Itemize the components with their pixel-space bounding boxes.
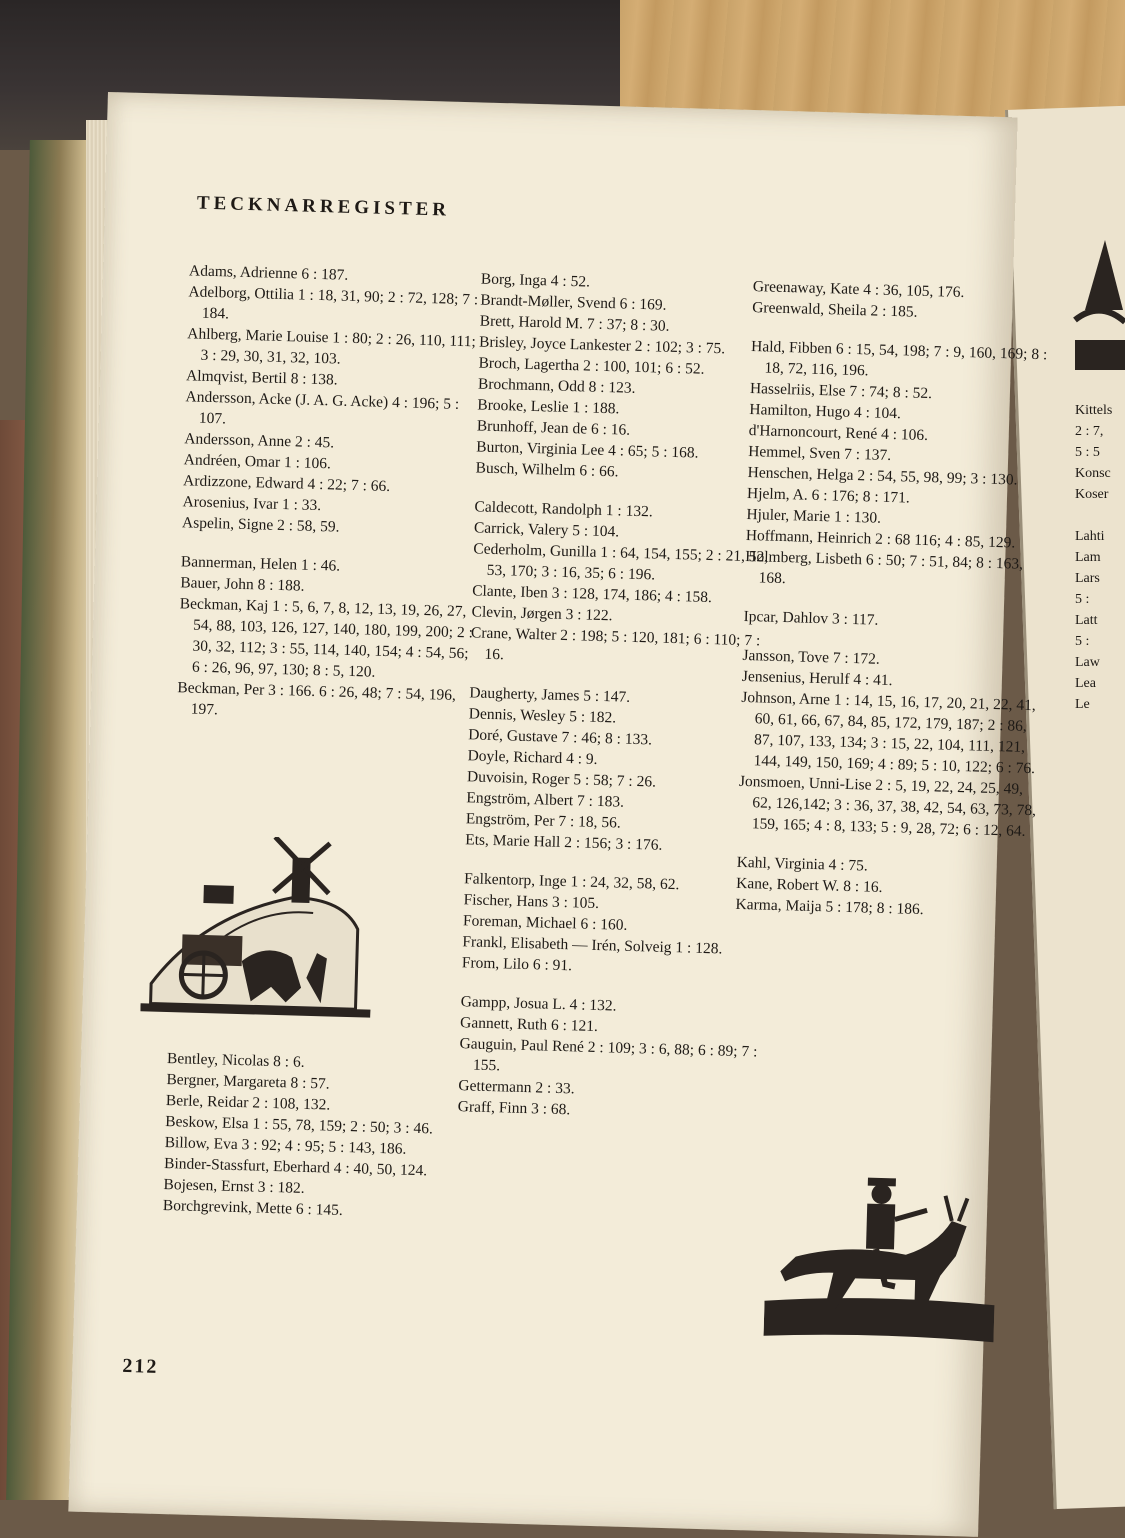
index-entry: Aspelin, Signe 2 : 58, 59. [181,514,340,536]
facing-page-fragment: Koser [1075,487,1109,502]
index-entry: Jensenius, Herulf 4 : 41. [741,667,893,690]
index-entry: Greenwald, Sheila 2 : 185. [751,299,918,321]
facing-page-fragment: 5 : [1075,592,1090,607]
index-entry: Brandt-Møller, Svend 6 : 169. [480,291,667,314]
index-entry: Crane, Walter 2 : 198; 5 : 120, 181; 6 : 110; 7 : 16. [470,624,761,664]
index-entry: Bergner, Margareta 8 : 57. [166,1071,330,1093]
index-entry: Brunhoff, Jean de 6 : 16. [476,417,631,439]
index-entry: Bojesen, Ernst 3 : 182. [163,1175,305,1197]
index-entry: Gauguin, Paul René 2 : 109; 3 : 6, 88; 6 : 89; 7 : 155. [459,1035,758,1075]
index-column-3 [735,276,1053,923]
index-entry: Brisley, Joyce Lankester 2 : 102; 3 : 75. [478,333,726,358]
index-entry: Johnson, Arne 1 : 14, 15, 16, 17, 20, 21, 22, 41, 60, 61, 66, 67, 84, 85, 172, 179, 187; 2 : 86, 87, 107, 133, 134; 3 : 15, 22, 104, 111, 121, 144, 149, 150, 169; 4 : 89; 5 : 10, 122; 6 : 76. [741,688,1036,778]
facing-page-fragment: Lahti [1075,529,1105,544]
index-page [68,92,1048,1537]
index-entry: Ahlberg, Marie Louise 1 : 80; 2 : 26, 110, 111; 3 : 29, 30, 31, 32, 103. [187,325,476,368]
index-entry: Holmberg, Lisbeth 6 : 50; 7 : 51, 84; 8 : 163, 168. [745,547,1024,588]
index-entry: Berle, Reidar 2 : 108, 132. [165,1092,331,1114]
index-entry: Daugherty, James 5 : 147. [469,684,631,706]
facing-page-fragment: 5 : 5 [1075,445,1100,460]
facing-page-fragment: Kittels [1075,403,1113,418]
index-entry: Andréen, Omar 1 : 106. [183,451,332,473]
index-entry: Andersson, Acke (J. A. G. Acke) 4 : 196; 5 : 107. [185,388,460,428]
index-entry: d'Harnoncourt, René 4 : 106. [748,422,929,445]
index-entry: Almqvist, Bertil 8 : 138. [185,367,338,389]
index-entry: Hjelm, A. 6 : 176; 8 : 171. [746,485,910,507]
index-entry: Bauer, John 8 : 188. [180,574,305,595]
windmill-cart-woodcut [140,833,375,1019]
index-entry: Beckman, Kaj 1 : 5, 6, 7, 8, 12, 13, 19, 26, 27, 54, 88, 103, 126, 127, 140, 180, 199, 200; 2 : 30, 32, 112; 3 : 55, 114, 140, 154; 4 : 54, 56; 6 : 26, 96, 97, 130; 8 : 5, 120. [179,595,474,681]
index-entry: Kahl, Virginia 4 : 75. [736,853,869,875]
index-entry: Hoffmann, Heinrich 2 : 68 116; 4 : 85, 129. [745,526,1016,552]
index-entry: Borchgrevink, Mette 6 : 145. [162,1196,344,1219]
index-entry: Clante, Iben 3 : 128, 174, 186; 4 : 158. [471,582,713,607]
facing-page-fragment [1075,505,1112,526]
index-entry: Burton, Virginia Lee 4 : 65; 5 : 168. [475,438,699,462]
index-entry: Carrick, Valery 5 : 104. [473,519,620,541]
index-entry: Busch, Wilhelm 6 : 66. [475,459,619,481]
index-entry: Hald, Fibben 6 : 15, 54, 198; 7 : 9, 160, 169; 8 : 18, 72, 116, 196. [750,338,1048,380]
index-entry: Borg, Inga 4 : 52. [480,270,591,291]
facing-page-fragment: Law [1075,655,1100,670]
index-column-1-bottom [163,1048,468,1224]
index-entry: Beckman, Per 3 : 166. 6 : 26, 48; 7 : 54, 196, 197. [177,679,457,719]
index-entry: Ets, Marie Hall 2 : 156; 3 : 176. [465,831,663,854]
index-column-2 [458,268,782,1125]
index-entry: Binder-Stassfurt, Eberhard 4 : 40, 50, 124. [163,1154,428,1180]
facing-page-woodcut [1065,230,1125,380]
index-entry: Gettermann 2 : 33. [458,1077,575,1098]
facing-page-fragment: Lars [1075,571,1100,586]
index-entry: Falkentorp, Inge 1 : 24, 32, 58, 62. [463,870,680,894]
index-entry: Frankl, Elisabeth — Irén, Solveig 1 : 128. [462,933,723,958]
index-entry: Greenaway, Kate 4 : 36, 105, 176. [752,278,965,301]
index-entry: Graff, Finn 3 : 68. [457,1098,571,1119]
index-entry: Doré, Gustave 7 : 46; 8 : 133. [467,726,653,749]
index-entry: Foreman, Michael 6 : 160. [462,912,628,934]
index-entry: Duvoisin, Roger 5 : 58; 7 : 26. [466,768,657,791]
facing-page-fragment: Le [1075,697,1090,712]
index-entry: Engström, Albert 7 : 183. [466,789,625,811]
index-entry: Engström, Per 7 : 18, 56. [465,810,622,832]
index-entry: Brochmann, Odd 8 : 123. [477,375,636,397]
index-entry: Henschen, Helga 2 : 54, 55, 98, 99; 3 : 130. [747,464,1018,489]
facing-page-fragment: 2 : 7, [1075,424,1104,439]
index-entry: Ardizzone, Edward 4 : 22; 7 : 66. [182,472,391,496]
index-entry: Dennis, Wesley 5 : 182. [468,705,617,727]
index-entry: Gannett, Ruth 6 : 121. [459,1014,599,1036]
index-entry: Hemmel, Sven 7 : 137. [747,443,892,465]
index-entry: Caldecott, Randolph 1 : 132. [474,498,653,521]
index-entry: Cederholm, Gunilla 1 : 64, 154, 155; 2 : 21, 52, 53, 170; 3 : 16, 35; 6 : 196. [473,540,769,584]
index-entry: Adams, Adrienne 6 : 187. [188,262,349,284]
index-entry: Kane, Robert W. 8 : 16. [735,874,883,896]
index-entry: Jonsmoen, Unni-Lise 2 : 5, 19, 22, 24, 25, 49, 62, 126,142; 3 : 36, 37, 38, 42, 54, 63, 73, 78, 159, 165; 4 : 8, 133; 5 : 9, 28, 72; 6 : 12, 64. [738,772,1037,840]
index-entry: Andersson, Anne 2 : 45. [184,430,335,452]
facing-page-fragment: Latt [1075,613,1098,628]
facing-page-fragment: Lam [1075,550,1101,565]
index-column-1 [177,260,490,727]
index-entry: Ipcar, Dahlov 3 : 117. [743,607,879,629]
index-entry: Hamilton, Hugo 4 : 104. [749,401,902,423]
page-number: 212 [122,1354,159,1378]
page-heading: TECKNARREGISTER [196,192,451,221]
index-entry: Karma, Maija 5 : 178; 8 : 186. [735,895,924,919]
index-entry: Fischer, Hans 3 : 105. [463,891,600,913]
index-entry: Bentley, Nicolas 8 : 6. [166,1050,305,1071]
index-entry: Adelborg, Ottilia 1 : 18, 31, 90; 2 : 72, 128; 7 : 184. [188,283,479,323]
facing-page-fragment: 5 : [1075,634,1090,649]
index-entry: From, Lilo 6 : 91. [461,954,573,975]
facing-page-fragment: Konsc [1075,466,1111,481]
index-entry: Hasselriis, Else 7 : 74; 8 : 52. [749,380,933,403]
index-entry: Brooke, Leslie 1 : 188. [477,396,620,418]
index-entry: Doyle, Richard 4 : 9. [467,747,598,768]
goat-rider-woodcut [763,1171,998,1347]
index-entry: Hjuler, Marie 1 : 130. [746,505,882,527]
facing-page-text-fragments [1075,400,1112,715]
index-entry: Beskow, Elsa 1 : 55, 78, 159; 2 : 50; 3 : 46. [165,1113,434,1138]
index-entry: Clevin, Jørgen 3 : 122. [471,603,613,625]
index-entry: Broch, Lagertha 2 : 100, 101; 6 : 52. [478,354,705,378]
index-entry: Arosenius, Ivar 1 : 33. [182,493,322,515]
facing-page-fragment: Lea [1075,676,1096,691]
index-entry: Billow, Eva 3 : 92; 4 : 95; 5 : 143, 186. [164,1133,407,1158]
index-entry: Brett, Harold M. 7 : 37; 8 : 30. [479,312,670,335]
index-entry: Bannerman, Helen 1 : 46. [180,553,341,575]
index-entry: Jansson, Tove 7 : 172. [742,646,880,668]
index-entry: Gampp, Josua L. 4 : 132. [460,993,617,1015]
